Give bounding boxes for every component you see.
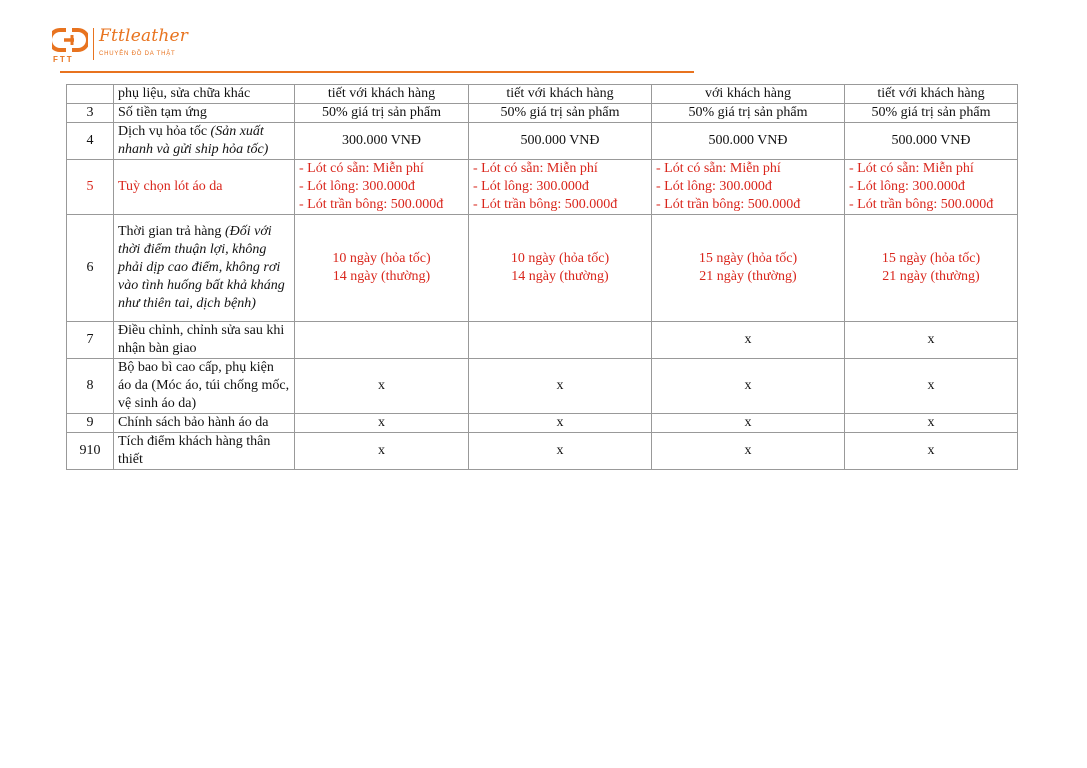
row-description: [114, 215, 295, 322]
delivery-time-cell: [469, 215, 652, 322]
table-cell: 500.000 VNĐ: [652, 123, 845, 160]
delivery-express: 10 ngày (hỏa tốc): [332, 251, 431, 266]
header-divider: [60, 71, 694, 73]
table-cell: x: [845, 433, 1018, 470]
table-cell: x: [845, 359, 1018, 414]
lining-option: - Lót lông: 300.000đ: [299, 179, 415, 194]
table-row: [67, 414, 1018, 433]
row-number: 910: [67, 433, 114, 470]
delivery-normal: 14 ngày (thường): [332, 269, 431, 284]
row-description: Điều chỉnh, chỉnh sửa sau khi nhận bàn giao: [114, 322, 295, 359]
row-number: 9: [67, 414, 114, 433]
table-cell: x: [652, 359, 845, 414]
delivery-normal: 14 ngày (thường): [511, 269, 609, 284]
delivery-normal: 21 ngày (thường): [699, 269, 797, 284]
row-description-text: Thời gian trả hàng: [118, 224, 225, 239]
delivery-express: 15 ngày (hỏa tốc): [881, 251, 981, 266]
table-cell: 300.000 VNĐ: [295, 123, 469, 160]
table-cell: 50% giá trị sản phẩm: [469, 104, 652, 123]
row-description: Tuỳ chọn lót áo da: [114, 160, 295, 215]
row-number: [67, 85, 114, 104]
brand-name: Fttleather: [99, 26, 189, 46]
table-cell: 50% giá trị sản phẩm: [652, 104, 845, 123]
brand-header: [52, 24, 312, 68]
table-cell: [469, 322, 652, 359]
table-row: [67, 433, 1018, 470]
table-row: [67, 85, 1018, 104]
lining-option: - Lót trần bông: 500.000đ: [299, 197, 444, 212]
row-description: Số tiền tạm ứng: [114, 104, 295, 123]
row-number: 6: [67, 215, 114, 322]
row-description: Bộ bao bì cao cấp, phụ kiện áo da (Móc áo, túi chống mốc, vệ sinh áo da): [114, 359, 295, 414]
lining-options-cell: [845, 160, 1018, 215]
delivery-normal: 21 ngày (thường): [882, 269, 980, 284]
row-number: 4: [67, 123, 114, 160]
delivery-express: 10 ngày (hỏa tốc): [510, 251, 610, 266]
lining-option: - Lót trần bông: 500.000đ: [473, 197, 618, 212]
table-cell: [295, 322, 469, 359]
lining-options-cell: [652, 160, 845, 215]
table-cell: tiết với khách hàng: [295, 85, 469, 104]
row-description: Chính sách bảo hành áo da: [114, 414, 295, 433]
brand-tagline: CHUYÊN ĐỒ DA THẬT: [99, 51, 176, 57]
lining-options-cell: [295, 160, 469, 215]
lining-option: - Lót lông: 300.000đ: [656, 179, 772, 194]
row-number: 7: [67, 322, 114, 359]
logo-text: FTT: [53, 55, 74, 64]
table-cell: tiết với khách hàng: [469, 85, 652, 104]
row-description-note: (Đối với thời điểm thuận lợi, không phải dịp cao điểm, không rơi vào tình huống bất khả kháng như thiên tai, dịch bệnh): [118, 224, 285, 311]
delivery-time-cell: [652, 215, 845, 322]
table-cell: 500.000 VNĐ: [469, 123, 652, 160]
delivery-express: 15 ngày (hỏa tốc): [698, 251, 798, 266]
row-number: 5: [67, 160, 114, 215]
table-row: [67, 359, 1018, 414]
table-cell: x: [652, 414, 845, 433]
table-cell: với khách hàng: [652, 85, 845, 104]
table-cell: x: [295, 433, 469, 470]
table-cell: 50% giá trị sản phẩm: [295, 104, 469, 123]
row-description-note: (Sản xuất nhanh và gửi ship hỏa tốc): [118, 124, 269, 157]
row-number: 8: [67, 359, 114, 414]
lining-option: - Lót lông: 300.000đ: [849, 179, 965, 194]
table-cell: 50% giá trị sản phẩm: [845, 104, 1018, 123]
delivery-time-cell: [295, 215, 469, 322]
table-cell: tiết với khách hàng: [845, 85, 1018, 104]
table-row: [67, 322, 1018, 359]
delivery-time-cell: [845, 215, 1018, 322]
lining-option: - Lót lông: 300.000đ: [473, 179, 589, 194]
logo-divider: [93, 28, 94, 60]
table-cell: x: [652, 322, 845, 359]
table-cell: 500.000 VNĐ: [845, 123, 1018, 160]
table-row: [67, 215, 1018, 322]
table-cell: x: [469, 359, 652, 414]
lining-option: - Lót trần bông: 500.000đ: [849, 197, 994, 212]
row-description: Tích điểm khách hàng thân thiết: [114, 433, 295, 470]
row-description: phụ liệu, sửa chữa khác: [114, 85, 295, 104]
table-row: [67, 160, 1018, 215]
service-comparison-table: [66, 84, 1018, 470]
row-number: 3: [67, 104, 114, 123]
lining-option: - Lót có sẵn: Miễn phí: [299, 161, 424, 176]
table-cell: x: [845, 414, 1018, 433]
ftt-logo-icon: [52, 28, 88, 52]
row-description: [114, 123, 295, 160]
table-cell: x: [845, 322, 1018, 359]
table-cell: x: [652, 433, 845, 470]
lining-option: - Lót có sẵn: Miễn phí: [656, 161, 781, 176]
table-cell: x: [469, 414, 652, 433]
table-cell: x: [295, 359, 469, 414]
lining-option: - Lót trần bông: 500.000đ: [656, 197, 801, 212]
lining-options-cell: [469, 160, 652, 215]
table-row: [67, 104, 1018, 123]
table-cell: x: [295, 414, 469, 433]
lining-option: - Lót có sẵn: Miễn phí: [473, 161, 598, 176]
lining-option: - Lót có sẵn: Miễn phí: [849, 161, 974, 176]
table-cell: x: [469, 433, 652, 470]
table-row: [67, 123, 1018, 160]
row-description-text: Dịch vụ hỏa tốc: [118, 124, 211, 139]
